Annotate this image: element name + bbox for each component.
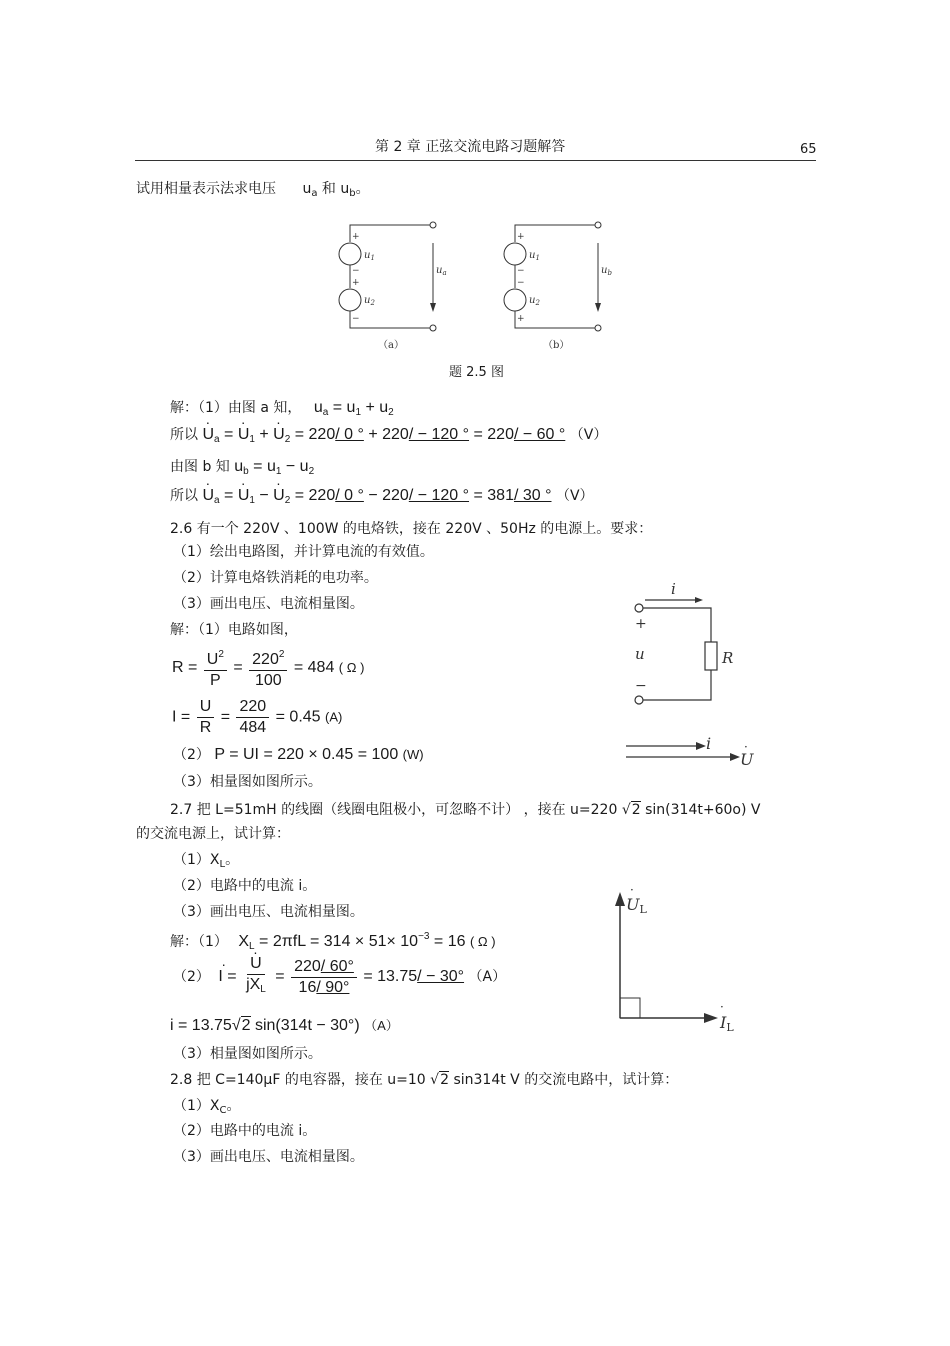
ub-label: u bbox=[601, 265, 608, 276]
svg-text:i: i bbox=[706, 734, 712, 753]
svg-text:·: · bbox=[744, 740, 748, 754]
svg-text:u1: $u_1$ bbox=[529, 250, 540, 262]
p26-q3: （3）画出电压、电流相量图。 bbox=[173, 596, 364, 612]
u1-label-b: u bbox=[529, 250, 536, 261]
figure-2-5-caption: 题 2.5 图 bbox=[449, 365, 504, 380]
svg-text:UL: UL bbox=[626, 895, 647, 916]
p27-q1: $(1)X_L$。 bbox=[173, 852, 240, 870]
svg-text:+: + bbox=[352, 232, 360, 242]
svg-text:ua: $u_a$ bbox=[436, 265, 447, 277]
p27-eq-i: i = 13.75√2 sin(314t − 30°) （A） bbox=[170, 1017, 399, 1034]
p28-q2: （2）电路中的电流 i。 bbox=[173, 1123, 317, 1139]
svg-text:u2: $u_2$ bbox=[364, 295, 375, 307]
figure-2-7-phasor bbox=[600, 880, 750, 1035]
figure-2-6-circuit bbox=[625, 578, 765, 713]
svg-text:−: − bbox=[517, 278, 525, 288]
p26-title: 2.6 有一个 220V 、100W 的电烙铁，接在 220V 、50Hz 的电源上。要求： bbox=[170, 521, 653, 537]
figure-2-6-phasor bbox=[622, 730, 762, 770]
p26-sol3: （3）相量图如图所示。 bbox=[173, 774, 322, 790]
p27-title: 2.7 把 L=51mH 的线圈（线圈电阻极小，可忽略不计） ，接在 u=220 √2 sin(314t+60o) V bbox=[170, 802, 761, 818]
p27-sol1: 解：（1） $X_L = 2\pi fL = 314 \times 51\times 10^{-3} = 16$ ( Ω ) bbox=[170, 931, 496, 952]
svg-text:i: i bbox=[671, 580, 676, 598]
p28-title: 2.8 把 C=140μF 的电容器，接在 u=10 √2 sin314t V 的交流电路中，试计算： bbox=[170, 1072, 679, 1088]
intro-line: 试用相量表示法求电压 $u_a$ 和 $u_b$。 bbox=[136, 181, 370, 199]
svg-text:+: + bbox=[517, 232, 525, 242]
svg-text:u: u bbox=[635, 645, 645, 663]
svg-text:·: · bbox=[630, 883, 634, 897]
p26-sol2: （2） P = UI = 220 × 0.45 = 100 (W) bbox=[173, 746, 424, 763]
p27-q3: （3）画出电压、电流相量图。 bbox=[173, 904, 364, 920]
svg-text:ub: $u_b$ bbox=[601, 265, 612, 277]
header-rule bbox=[135, 160, 816, 161]
page-number: 65 bbox=[800, 142, 817, 157]
fig-a-label: （a） bbox=[378, 340, 404, 351]
svg-text:IL: IL bbox=[720, 1013, 734, 1034]
svg-text:−: − bbox=[635, 678, 647, 694]
svg-text:·: · bbox=[720, 1000, 724, 1014]
svg-text:+: + bbox=[352, 278, 360, 288]
svg-text:+: + bbox=[635, 616, 647, 632]
sol25-line1: 解：（1）由图 a 知， $u_a = u_1 + u_2$ bbox=[170, 399, 394, 418]
p26-sol1: 解：（1）电路如图， bbox=[170, 622, 298, 638]
running-header: 第 2 章 正弦交流电路习题解答 bbox=[375, 139, 566, 155]
svg-text:+: + bbox=[517, 314, 525, 324]
p26-q1: （1）绘出电路图，并计算电流的有效值。 bbox=[173, 544, 434, 560]
p27-sol3: （3）相量图如图所示。 bbox=[173, 1046, 322, 1062]
u1-label-a: u bbox=[364, 250, 371, 261]
intro-text: 试用相量表示法求电压 bbox=[136, 181, 276, 197]
svg-text:−: − bbox=[352, 314, 360, 324]
fig-b-label: （b） bbox=[543, 340, 570, 351]
p27-sol2: （2） · I = · $\frac{U}{jX_L}$ = $\frac{220/ 60^\circ}{16/ 90^\circ}$ = 13.75/ − 30° （A） bbox=[173, 954, 506, 1000]
sol25-line3: 由图 b 知 $u_b = u_1 - u_2$ bbox=[170, 458, 315, 477]
sol25-line2: 所以 · $U_a$ = · $U_1$ + · $U_2 = 220/$ 0 ° + 220/ − 120 ° = 220/ − 60 ° （V） bbox=[170, 426, 607, 449]
p27-title2: 的交流电源上，试计算： bbox=[136, 826, 290, 842]
svg-text:R: R bbox=[722, 649, 734, 667]
svg-text:U: U bbox=[740, 750, 754, 769]
u2-label-a: u bbox=[364, 295, 371, 306]
p28-q1: $(1)X_C$。 bbox=[173, 1098, 241, 1116]
p26-eq-r: R = $\frac{U^2}{P}$ = $\frac{220^2}{100}$ = 484 ( Ω ) bbox=[172, 645, 364, 691]
svg-text:−: − bbox=[517, 266, 525, 276]
svg-text:−: − bbox=[352, 266, 360, 276]
sol25-line4: 所以 · $U_a$ = · $U_1$ − · $U_2 = 220/$ 0 ° − 220/ − 120 ° = 381/ 30 ° （V） bbox=[170, 487, 594, 510]
svg-text:u2: $u_2$ bbox=[529, 295, 540, 307]
p26-eq-i: I = $\frac{U}{R}$ = $\frac{220}{484}$ = 0.45 (A) bbox=[172, 698, 343, 736]
p28-q3: （3）画出电压、电流相量图。 bbox=[173, 1149, 364, 1165]
figure-2-5 bbox=[330, 215, 620, 355]
u2-label-b: u bbox=[529, 295, 536, 306]
svg-text:u1: $u_1$ bbox=[364, 250, 375, 262]
p27-q2: （2）电路中的电流 i。 bbox=[173, 878, 317, 894]
ua-label: u bbox=[436, 265, 443, 276]
p26-q2: （2）计算电烙铁消耗的电功率。 bbox=[173, 570, 378, 586]
